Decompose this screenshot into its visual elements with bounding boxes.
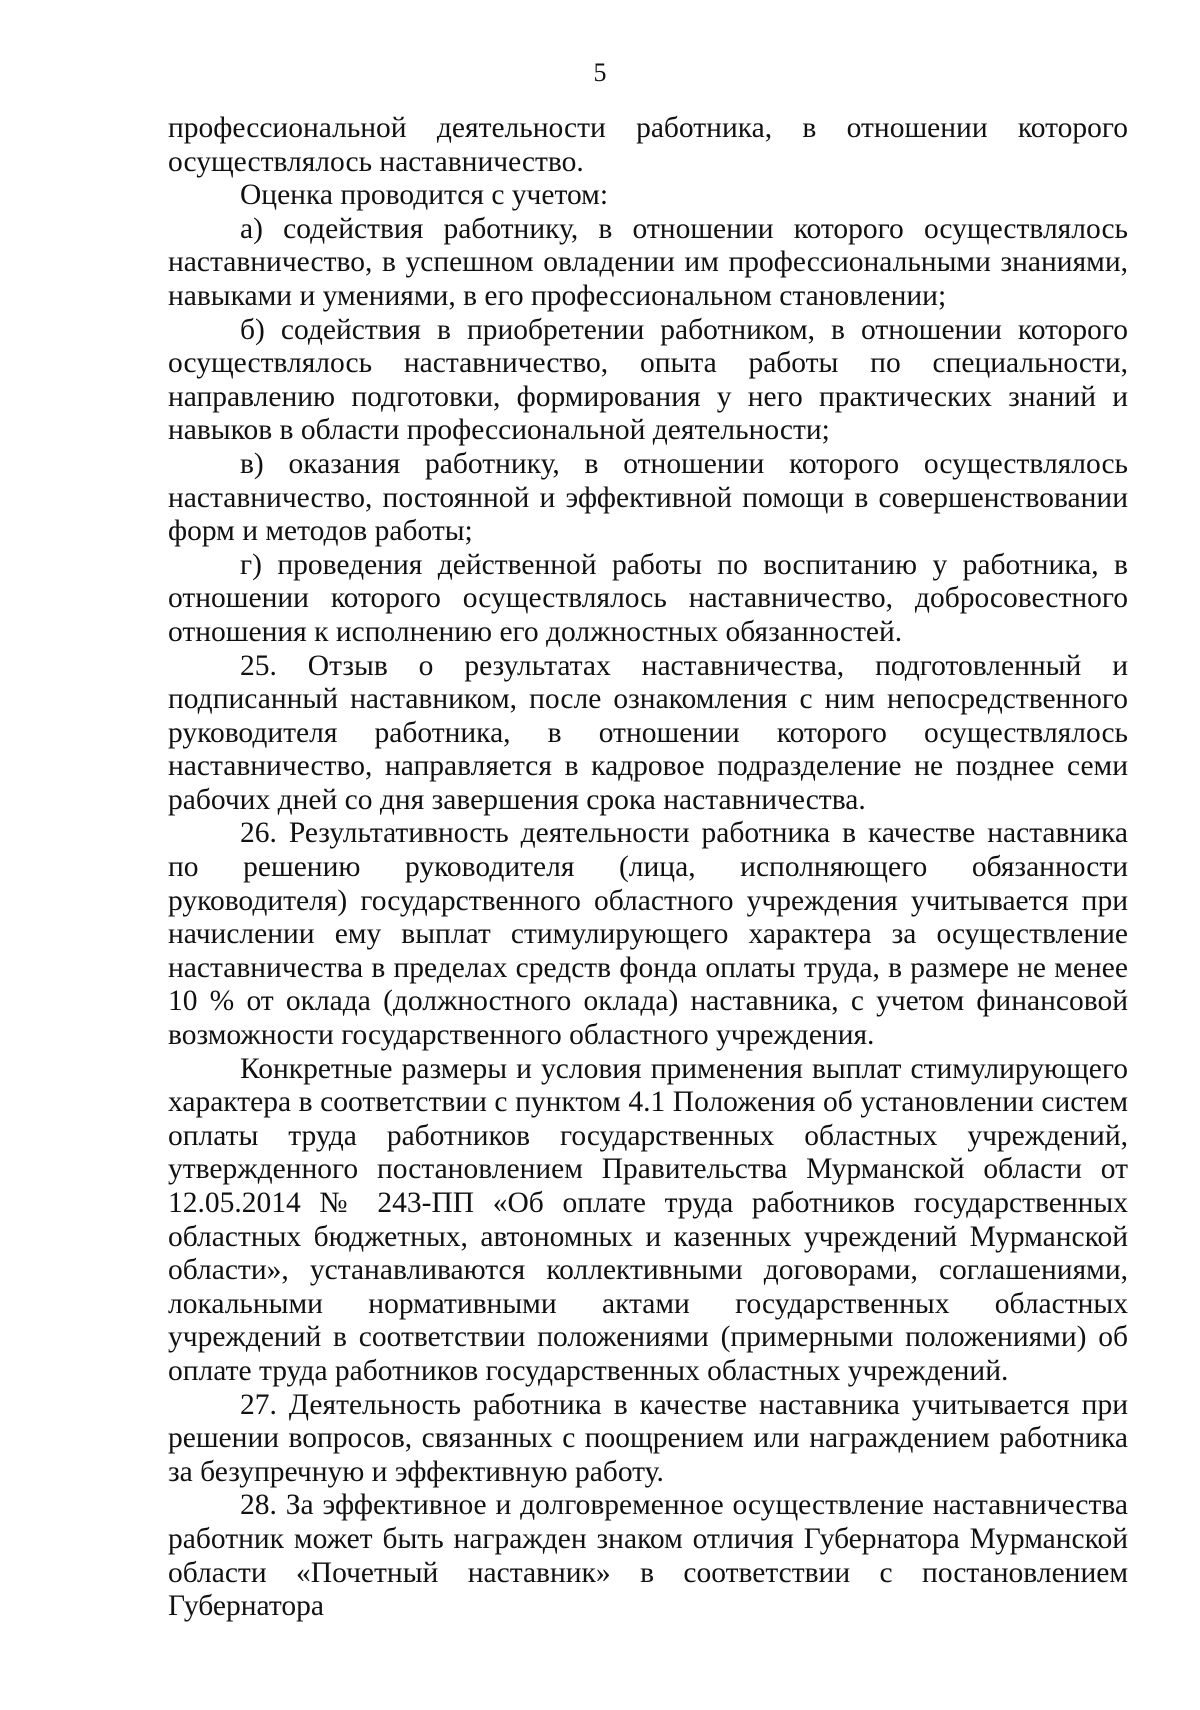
paragraph: Конкретные размеры и условия применения выплат стимулирующего характера в соответствии с пунктом 4.1 Положения об установлении систем оплаты труда работников государственных областных учреждений, утвержденного постановлением Правительства Мурманской области от 12.05.2014 № 243-ПП «Об оплате труда работников государственных областных бюджетных, автономных и казенных учреждений Мурманской области», устанавливаются коллективными договорами, соглашениями, локальными нормативными актами государственных областных учреждений в соответствии положениями (примерными положениями) об оплате труда работников государственных областных учреждений.: [168, 1052, 1128, 1387]
paragraph: б) содействия в приобретении работником, в отношении которого осуществлялось наставничество, опыта работы по специальности, направлению подготовки, формирования у него практических знаний и навыков в области профессиональной деятельности;: [168, 313, 1128, 447]
paragraph: профессиональной деятельности работника, в отношении которого осуществлялось наставничество.: [168, 112, 1128, 178]
page-number: 5: [593, 58, 607, 87]
paragraph: в) оказания работнику, в отношении которого осуществлялось наставничество, постоянной и эффективной помощи в совершенствовании форм и методов работы;: [168, 447, 1128, 548]
paragraph: г) проведения действенной работы по воспитанию у работника, в отношении которого осуществлялось наставничество, добросовестного отношения к исполнению его должностных обязанностей.: [168, 548, 1128, 648]
paragraph: а) содействия работнику, в отношении которого осуществлялось наставничество, в успешном овладении им профессиональными знаниями, навыками и умениями, в его профессиональном становлении;: [168, 212, 1128, 312]
paragraph: Оценка проводится с учетом:: [240, 179, 609, 212]
paragraph: 28. За эффективное и долговременное осуществление наставничества работник может быть награжден знаком отличия Губернатора Мурманской области «Почетный наставник» в соответствии с постановлением Губернатора: [168, 1489, 1128, 1623]
paragraph: 26. Результативность деятельности работника в качестве наставника по решению руководителя (лица, исполняющего обязанности руководителя) государственного областного учреждения учитывается при начислении ему выплат стимулирующего характера за осуществление наставничества в пределах средств фонда оплаты труда, в размере не менее 10 % от оклада (должностного оклада) наставника, с учетом финансовой возможности государственного областного учреждения.: [168, 817, 1128, 1052]
document-body: [168, 112, 1128, 1624]
paragraph: 25. Отзыв о результатах наставничества, подготовленный и подписанный наставником, после ознакомления с ним непосредственного руководителя работника, в отношении которого осуществлялось наставничество, направляется в кадровое подразделение не позднее семи рабочих дней со дня завершения срока наставничества.: [168, 649, 1128, 816]
paragraph: 27. Деятельность работника в качестве наставника учитывается при решении вопросов, связанных с поощрением или награждением работника за безупречную и эффективную работу.: [168, 1388, 1128, 1488]
